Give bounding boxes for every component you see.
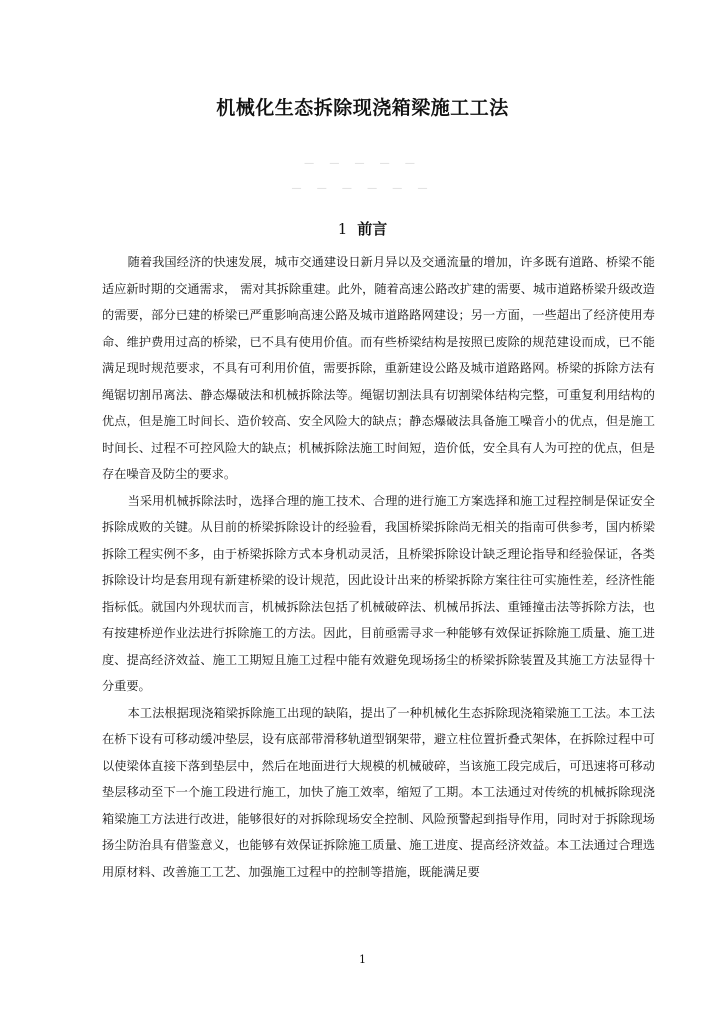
section-heading	[0, 218, 725, 239]
section-title: 前言	[357, 220, 388, 238]
body-text	[102, 249, 655, 885]
faded-affiliation-line: — — — — — —	[291, 183, 434, 194]
faded-author-line: — — — — —	[304, 158, 421, 169]
paragraph: 当采用机械拆除法时，选择合理的施工技术、合理的进行施工方案选择和施工过程控制是保证安全拆除成败的关键。从目前的桥梁拆除设计的经验看，我国桥梁拆除尚无相关的指南可供参考，国内桥梁拆除工程实例不多，由于桥梁拆除方式本身机动灵活，且桥梁拆除设计缺乏理论指导和经验保证，各类拆除设计均是套用现有新建桥梁的设计规范，因此设计出来的桥梁拆除方案往往可实施性差，经济性能指标低。就国内外现状而言，机械拆除法包括了机械破碎法、机械吊拆法、重锤撞击法等拆除方法，也有按建桥逆作业法进行拆除施工的方法。因此，目前亟需寻求一种能够有效保证拆除施工质量、施工进度、提高经济效益、施工工期短且施工过程中能有效避免现场扬尘的桥梁拆除装置及其施工方法显得十分重要。	[102, 493, 655, 693]
page-number: 1	[359, 953, 366, 966]
paragraph: 本工法根据现浇箱梁拆除施工出现的缺陷，提出了一种机械化生态拆除现浇箱梁施工工法。本工法在桥下设有可移动缓冲垫层，设有底部带滑移轨道型钢架带，避立柱位置折叠式架体，在拆除过程中可以使梁体直接下落到垫层中，然后在地面进行大规模的机械破碎，当该施工段完成后，可迅速将可移动垫层移动至下一个施工段进行施工，加快了施工效率，缩短了工期。本工法通过对传统的机械拆除现浇箱梁施工方法进行改进，能够很好的对拆除现场安全控制、风险预警起到指导作用，同时对于拆除现场扬尘防治具有借鉴意义，也能够有效保证拆除施工质量、施工进度、提高经济效益。本工法通过合理选用原材料、改善施工工艺、加强施工过程中的控制等措施，既能满足要	[102, 705, 655, 879]
document-title: 机械化生态拆除现浇箱梁施工工法	[216, 97, 509, 119]
section-number: 1	[337, 220, 348, 238]
paragraph: 随着我国经济的快速发展，城市交通建设日新月异以及交通流量的增加，许多既有道路、桥梁不能适应新时期的交通需求， 需对其拆除重建。此外，随着高速公路改扩建的需要、城市道路桥梁升级改造的需要，部分已建的桥梁已严重影响高速公路及城市道路路网建设；另一方面，一些超出了经济使用寿命、维护费用过高的桥梁，已不具有使用价值。而有些桥梁结构是按照已废除的规范建设而成，已不能满足现时规范要求，不具有可利用价值，需要拆除，重新建设公路及城市道路路网。桥梁的拆除方法有绳锯切割吊离法、静态爆破法和机械拆除法等。绳锯切割法具有切割梁体结构完整，可重复利用结构的优点，但是施工时间长、造价较高、安全风险大的缺点；静态爆破法具备施工噪音小的优点，但是施工时间长、过程不可控风险大的缺点；机械拆除法施工时间短，造价低，安全具有人为可控的优点，但是存在噪音及防尘的要求。	[102, 255, 655, 481]
